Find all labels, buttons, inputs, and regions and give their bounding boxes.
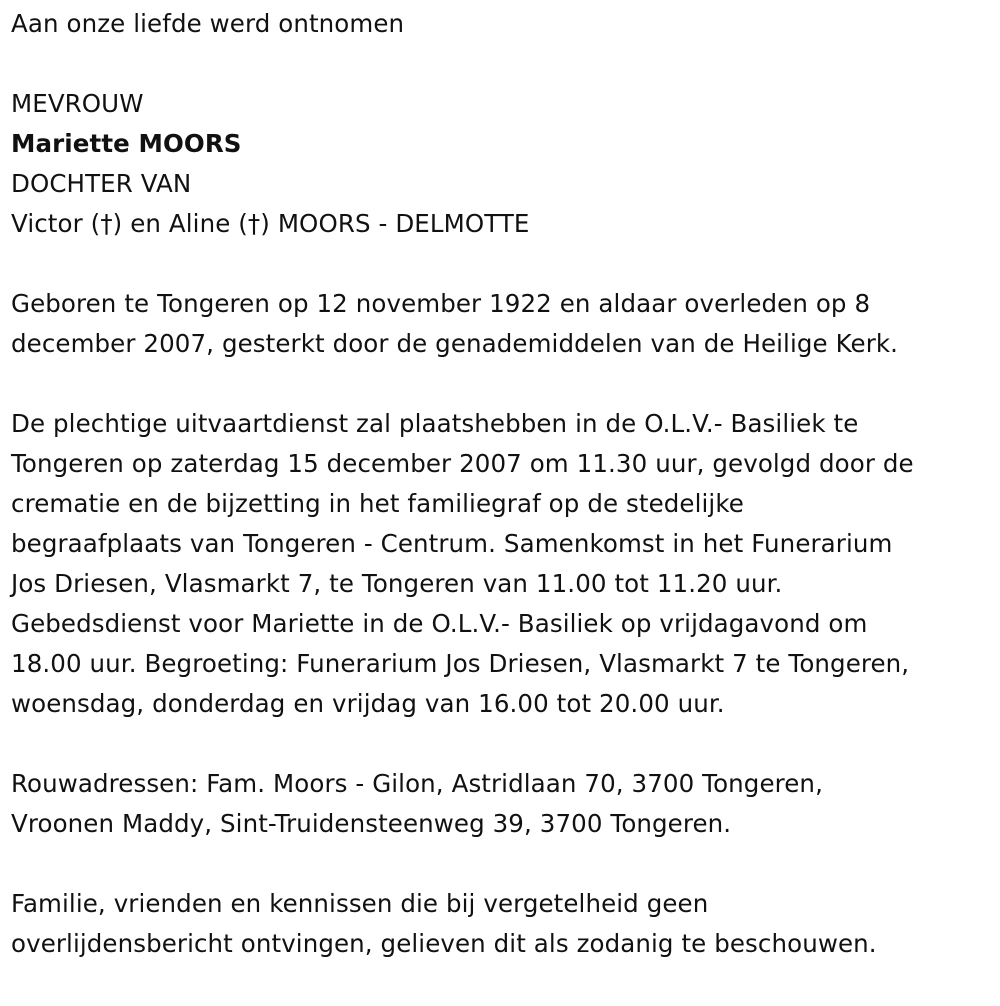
paragraph-line: Tongeren op zaterdag 15 december 2007 om 11.30 uur, gevolgd door de	[11, 449, 914, 478]
spacer	[11, 724, 1000, 764]
paragraph-line: Gebedsdienst voor Mariette in de O.L.V.- Basiliek op vrijdagavond om	[11, 609, 868, 638]
relation-text: DOCHTER VAN	[11, 169, 192, 198]
paragraph-line: Geboren te Tongeren op 12 november 1922 en aldaar overleden op 8	[11, 289, 871, 318]
salutation: MEVROUW	[11, 89, 144, 118]
paragraph-line: Familie, vrienden en kennissen die bij vergetelheid geen	[11, 889, 709, 918]
paragraph-line: begraafplaats van Tongeren - Centrum. Samenkomst in het Funerarium	[11, 529, 893, 558]
spacer	[11, 844, 1000, 884]
paragraph-line: Vroonen Maddy, Sint-Truidensteenweg 39, 3700 Tongeren.	[11, 809, 732, 838]
paragraph-line: crematie en de bijzetting in het familiegraf op de stedelijke	[11, 489, 744, 518]
paragraph-line: Jos Driesen, Vlasmarkt 7, te Tongeren van 11.00 tot 11.20 uur.	[11, 569, 783, 598]
service-paragraph	[11, 404, 1000, 724]
paragraph-line: 18.00 uur. Begroeting: Funerarium Jos Driesen, Vlasmarkt 7 te Tongeren,	[11, 649, 910, 678]
deceased-name: Mariette MOORS	[11, 129, 242, 158]
paragraph-line: woensdag, donderdag en vrijdag van 16.00 tot 20.00 uur.	[11, 689, 725, 718]
paragraph-line: Rouwadressen: Fam. Moors - Gilon, Astridlaan 70, 3700 Tongeren,	[11, 769, 823, 798]
paragraph-line: overlijdensbericht ontvingen, gelieven dit als zodanig te beschouwen.	[11, 929, 877, 958]
intro-text: Aan onze liefde werd ontnomen	[11, 9, 405, 38]
spacer	[11, 44, 1000, 84]
spacer	[11, 364, 1000, 404]
parents-text: Victor (†) en Aline (†) MOORS - DELMOTTE	[11, 209, 530, 238]
closing-paragraph	[11, 884, 1000, 964]
birth-death-paragraph	[11, 284, 1000, 364]
paragraph-line: De plechtige uitvaartdienst zal plaatshebben in de O.L.V.- Basiliek te	[11, 409, 859, 438]
spacer	[11, 244, 1000, 284]
paragraph-line: december 2007, gesterkt door de genademiddelen van de Heilige Kerk.	[11, 329, 899, 358]
addresses-paragraph	[11, 764, 1000, 844]
